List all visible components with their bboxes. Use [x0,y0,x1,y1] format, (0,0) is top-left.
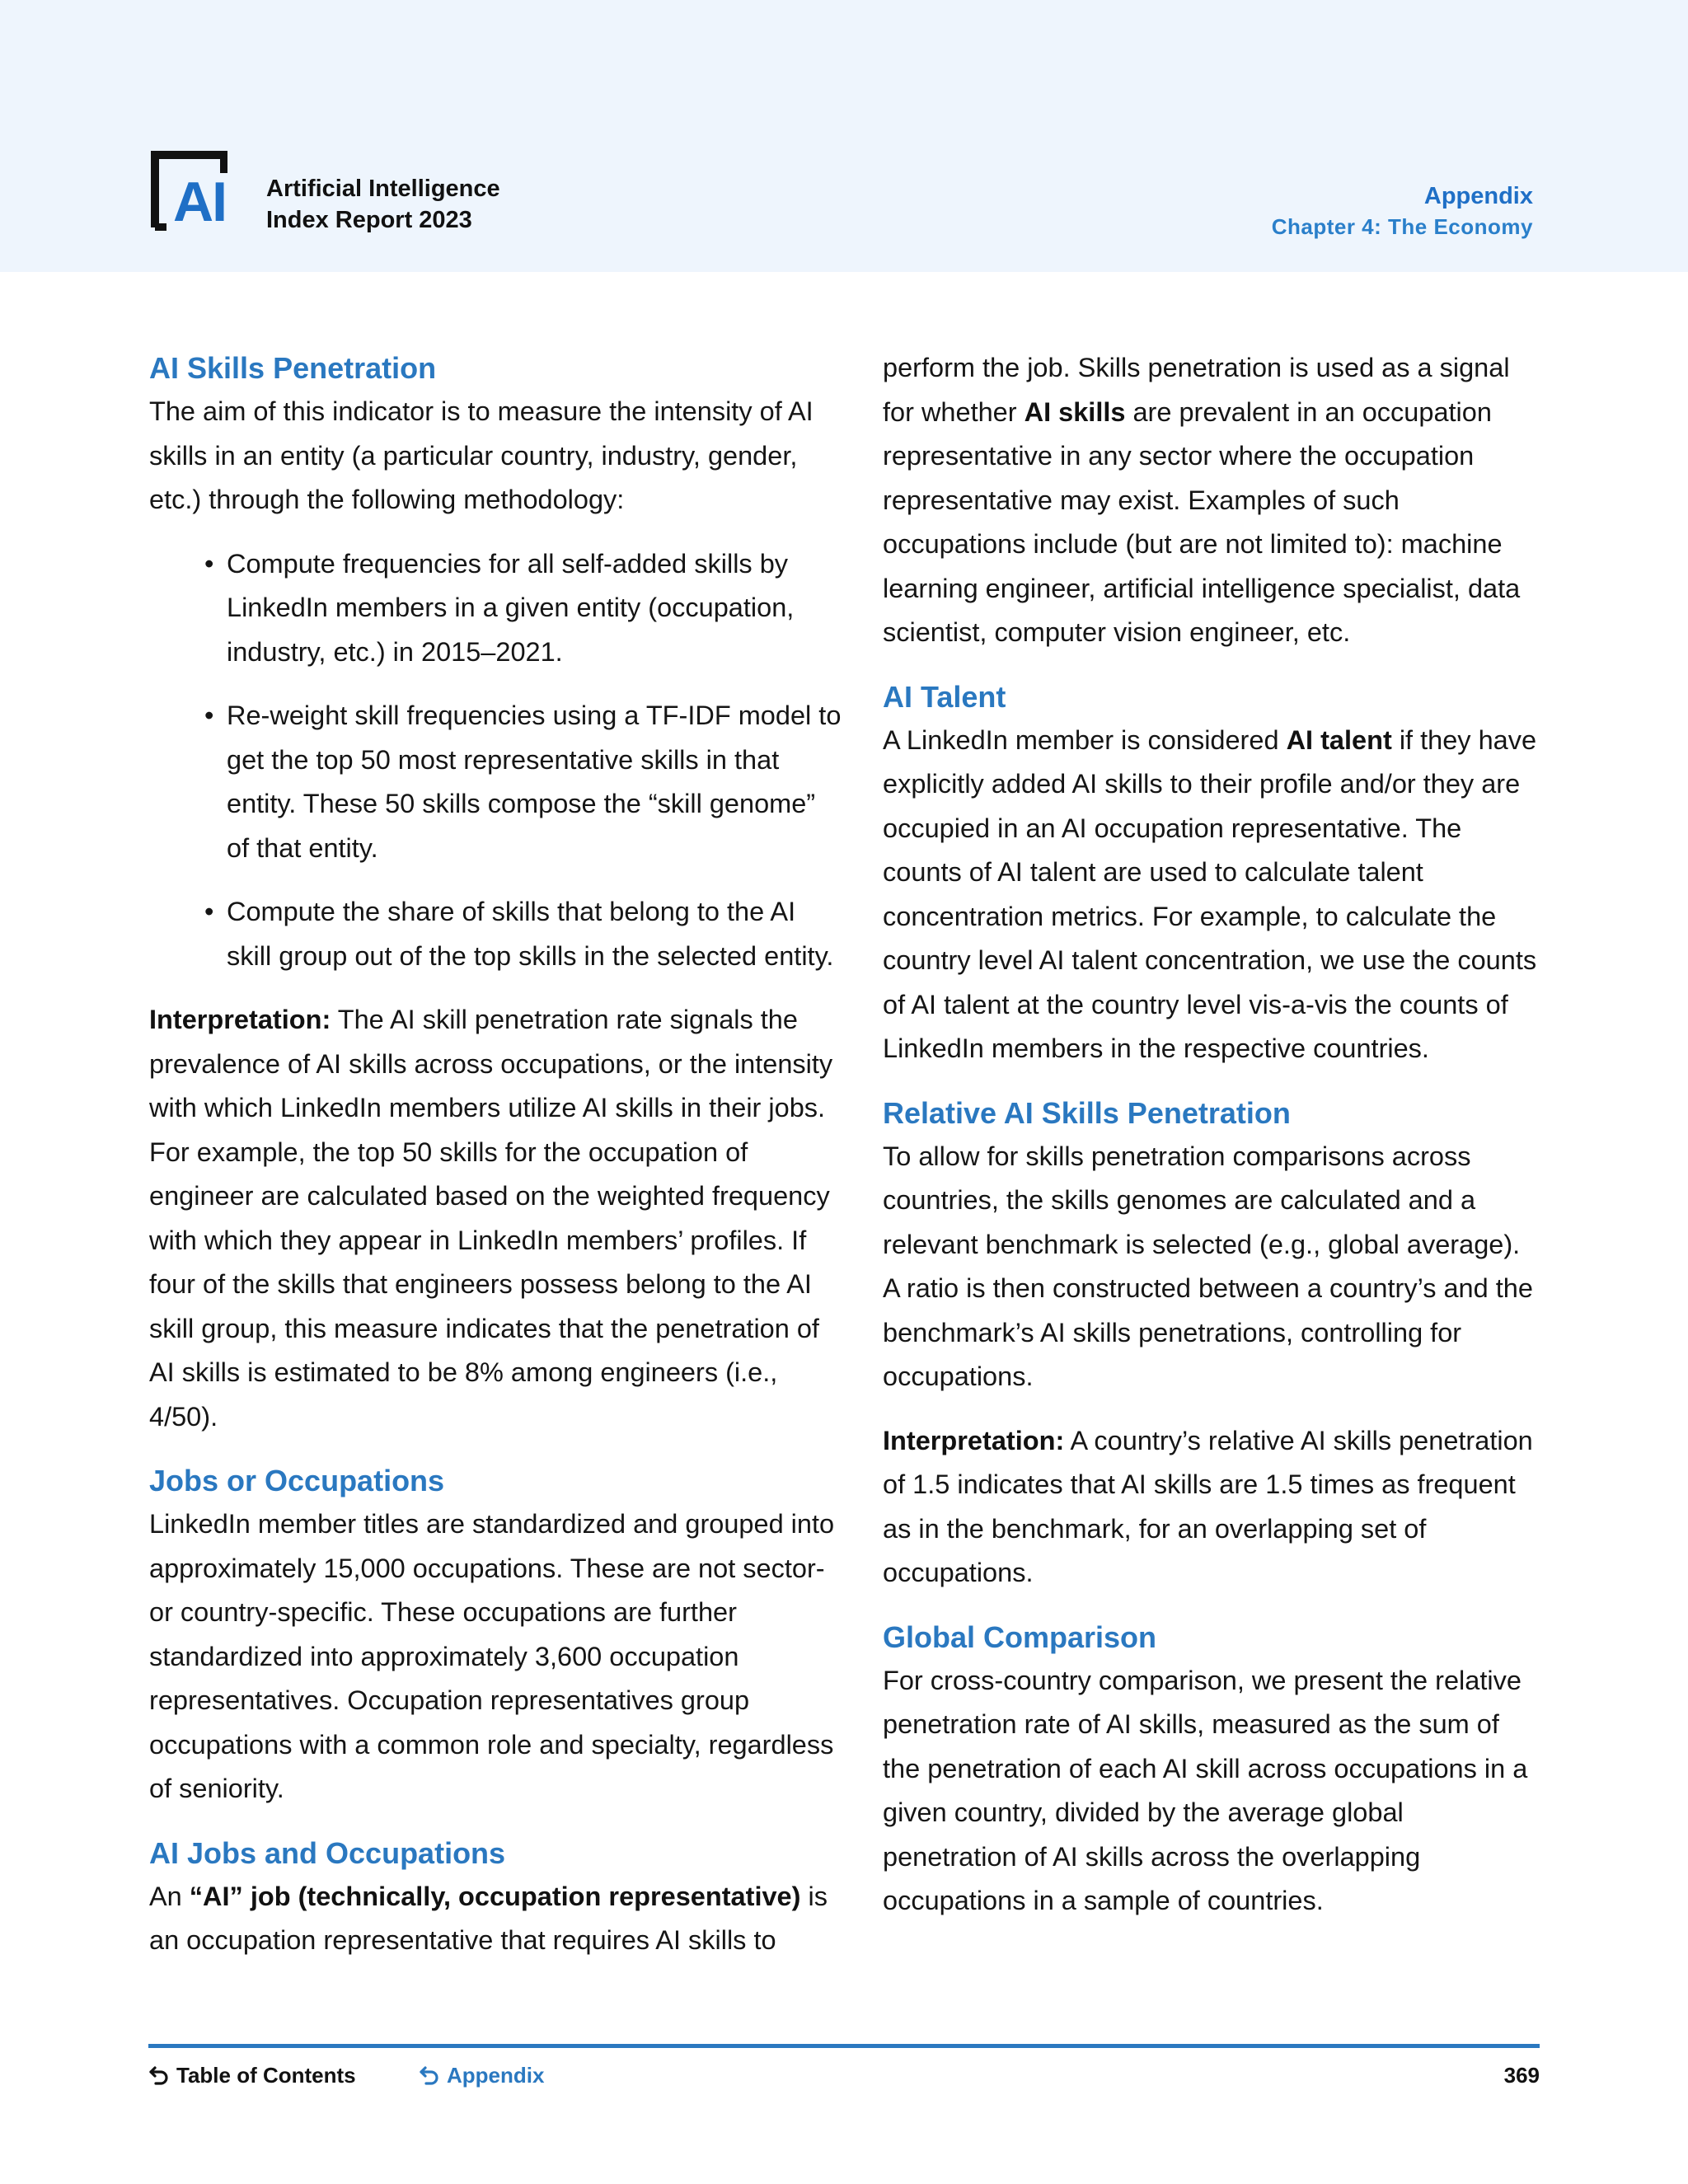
heading-ai-talent: AI Talent [883,679,1006,714]
ai-talent-paragraph [883,719,1542,1071]
bullet-icon: • [204,897,214,926]
ai-talent-text-end: if they have explicitly added AI skills to their profile and/or they are occupied in an AI occupation representative. The counts of AI talent are used to calculate talent concentration metrics. For example, to calculate the country level AI talent concentration, we use the counts of AI talent at the country level vis-a-vis the counts of LinkedIn members in the respective countries. [883,724,1537,1063]
list-item-text: Re-weight skill frequencies using a TF-IDF model to get the top 50 most representative skills in that entity. These 50 skills compose the “skill genome” of that entity. [227,701,842,863]
ai-talent-text-start: A LinkedIn member is considered [883,724,1287,755]
intro-paragraph: The aim of this indicator is to measure the intensity of AI skills in an entity (a particular country, industry, gender, etc.) through the following methodology: [149,396,814,514]
table-of-contents-link[interactable] [148,2059,356,2092]
global-comparison-paragraph: For cross-country comparison, we present the relative penetration rate of AI skills, measured as the sum of the penetration of each AI skill across occupations in a given country, divided by the average global penetration of AI skills across the overlapping occupations in a sample of countries. [883,1665,1528,1915]
list-item [204,542,842,675]
page-number: 369 [1503,2063,1540,2088]
chapter-name: Chapter 4: The Economy [1271,214,1533,239]
page-header [0,0,1688,272]
heading-global-comparison: Global Comparison [883,1619,1157,1654]
ai-skills-term: AI skills [1024,396,1126,427]
heading-jobs-or-occupations: Jobs or Occupations [149,1464,445,1497]
right-column [883,346,1542,1924]
ai-jobs-text-start: An [149,1881,190,1911]
list-item [204,890,842,978]
return-arrow-icon [148,2064,170,2086]
section-label [1272,180,1533,241]
interpretation-paragraph [149,998,842,1439]
bullet-icon: • [204,701,214,730]
heading-relative-ai-skills-penetration: Relative AI Skills Penetration [883,1095,1291,1130]
list-item-text: Compute frequencies for all self-added skills by LinkedIn members in a given entity (occupation, industry, etc.) in 2015–2021. [227,548,795,667]
section-name: Appendix [1423,183,1533,209]
heading-ai-skills-penetration: AI Skills Penetration [149,351,437,385]
heading-ai-jobs-and-occupations: AI Jobs and Occupations [149,1835,506,1870]
relative-interpretation-label: Interpretation: [883,1425,1065,1455]
report-title-line-1: Artificial Intelligence [266,176,500,202]
ai-jobs-text-end: is an occupation representative that requires AI skills to [149,1881,828,1955]
relative-interpretation-text: A country’s relative AI skills penetration of 1.5 indicates that AI skills are 1.5 times as frequent as in the benchmark, for an overlapping set of occupations. [883,1425,1533,1587]
appendix-label: Appendix [447,2063,545,2088]
footer-divider [148,2044,1540,2048]
ai-jobs-continued-paragraph [883,346,1542,655]
interpretation-label: Interpretation: [149,1005,331,1034]
methodology-list [149,542,842,979]
continued-text-start: perform the job. Skills penetration is used as a signal for whether [883,353,1510,427]
logo-text: AI [173,171,226,233]
report-title [266,173,500,236]
occupations-paragraph: LinkedIn member titles are standardized and grouped into approximately 15,000 occupations. These are not sector- or country-specific. These occupations are further standardized into approximately 3,600 occupation representatives. Occupation representatives group occupations with a common role and specialty, regardless of seniority. [149,1509,835,1803]
report-title-line-2: Index Report 2023 [266,207,472,233]
appendix-link[interactable] [419,2059,544,2092]
interpretation-text: The AI skill penetration rate signals the prevalence of AI skills across occupations, or the intensity with which LinkedIn members utilize AI skills in their jobs. For example, the top 50 skills for the occupation of engineer are calculated based on the weighted frequency with which they appear in LinkedIn members’ profiles. If four of the skills that engineers possess belong to the AI skill group, this measure indicates that the penetration of AI skills is estimated to be 8% among engineers (i.e., 4/50). [149,1005,833,1432]
bullet-icon: • [204,548,214,579]
return-arrow-icon [419,2064,440,2086]
left-column [149,346,842,1963]
continued-text-end: are prevalent in an occupation representative in any sector where the occupation representative may exist. Examples of such occupations include (but are not limited to): machine learning engineer, artificial intelligence specialist, data scientist, computer vision engineer, etc. [883,396,1521,647]
list-item-text: Compute the share of skills that belong to the AI skill group out of the top skills in the selected entity. [227,897,834,971]
relative-interpretation-paragraph [883,1419,1542,1596]
ai-talent-term: AI talent [1286,724,1392,755]
table-of-contents-label: Table of Contents [176,2063,356,2088]
relative-penetration-paragraph: To allow for skills penetration comparisons across countries, the skills genomes are calculated and a relevant benchmark is selected (e.g., global average). A ratio is then constructed between a country’s and the benchmark’s AI skills penetrations, controlling for occupations. [883,1141,1533,1391]
ai-index-logo [148,148,239,231]
ai-job-term: “AI” job (technically, occupation representative) [189,1881,801,1911]
list-item [204,694,842,870]
ai-jobs-paragraph [149,1875,842,1963]
